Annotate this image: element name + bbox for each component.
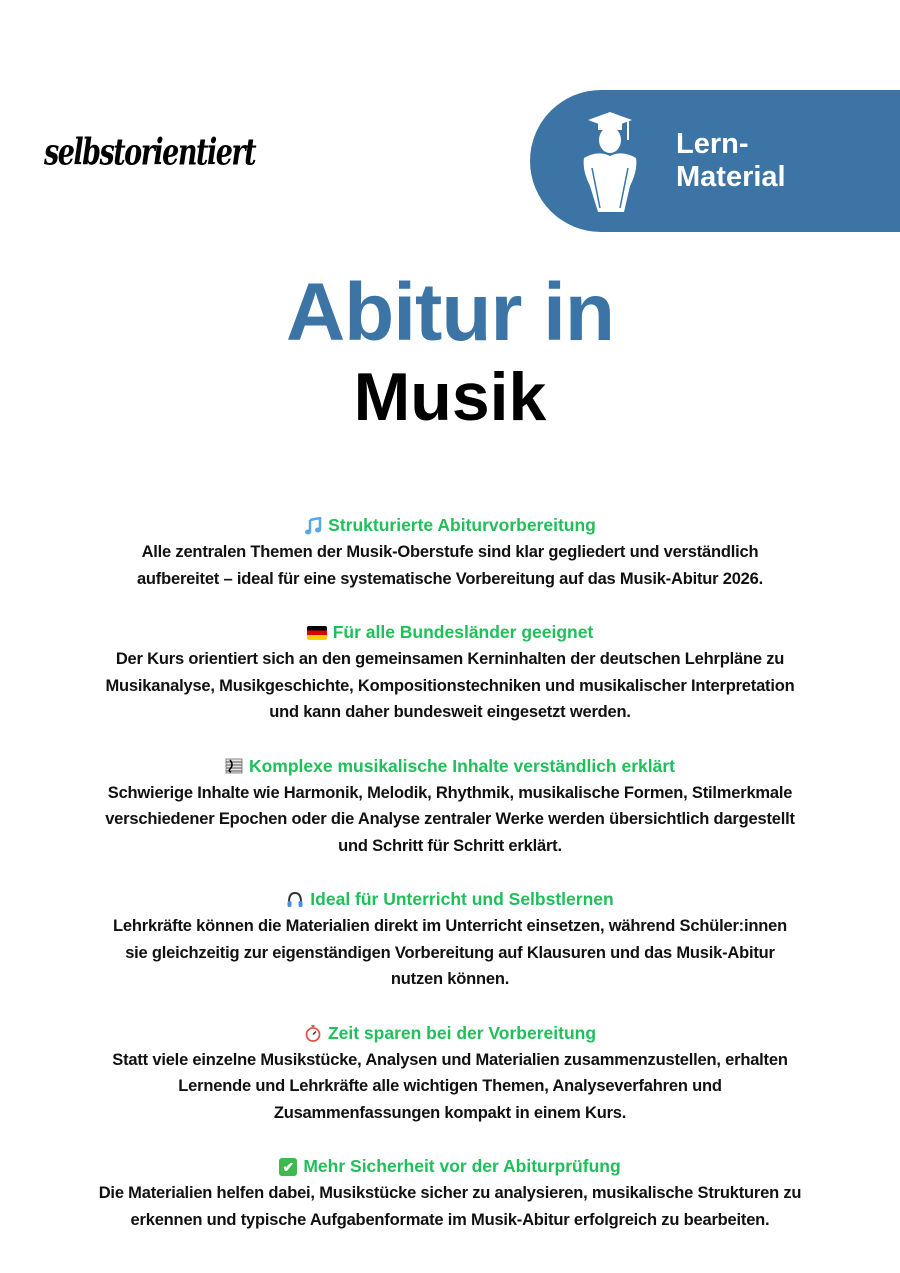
feature-list xyxy=(0,512,900,1260)
german-flag-icon xyxy=(307,626,327,640)
badge-line1: Lern- xyxy=(676,128,749,160)
section-text: nutzen können. xyxy=(390,970,510,988)
graduate-icon xyxy=(578,108,642,218)
feature-section xyxy=(0,1020,900,1127)
section-heading: Zeit sparen bei der Vorbereitung xyxy=(327,1022,597,1043)
feature-section xyxy=(0,619,900,726)
feature-section xyxy=(0,1153,900,1233)
feature-section xyxy=(0,512,900,592)
section-text: sie gleichzeitig zur eigenständigen Vorbereitung auf Klausuren und das Musik-Abitur xyxy=(125,943,775,962)
section-heading: Strukturierte Abiturvorbereitung xyxy=(328,515,596,535)
section-text: verschiedener Epochen oder die Analyse zentraler Werke werden übersichtlich dargestellt xyxy=(105,810,795,828)
section-text: Lernende und Lehrkräfte alle wichtigen Themen, Analyseverfahren und xyxy=(178,1077,722,1095)
section-heading: Komplexe musikalische Inhalte verständlich erklärt xyxy=(248,755,675,776)
page-title-line2: Musik xyxy=(353,359,547,435)
check-mark-icon: ✔ xyxy=(279,1158,297,1176)
feature-section xyxy=(0,886,900,993)
musical-score-icon xyxy=(225,757,243,775)
section-text: aufbereitet – ideal für eine systematische Vorbereitung auf das Musik-Abitur 2026. xyxy=(136,569,764,588)
section-text: Die Materialien helfen dabei, Musikstücke sicher zu analysieren, musikalische Strukturen zu xyxy=(98,1184,802,1202)
headphones-icon xyxy=(286,891,304,909)
page-title-line1: Abitur in xyxy=(285,267,615,358)
section-text: Zusammenfassungen kompakt in einem Kurs. xyxy=(273,1103,627,1122)
section-heading: Für alle Bundesländer geeignet xyxy=(332,622,594,642)
section-text: Statt viele einzelne Musikstücke, Analysen und Materialien zusammenzustellen, erhalten xyxy=(112,1050,788,1069)
stopwatch-icon xyxy=(304,1024,322,1042)
section-heading: Ideal für Unterricht und Selbstlernen xyxy=(310,889,614,909)
feature-section xyxy=(0,753,900,860)
section-text: Alle zentralen Themen der Musik-Oberstufe sind klar gegliedert und verständlich xyxy=(141,543,759,561)
badge-line2: Material xyxy=(676,161,786,193)
section-text: Schwierige Inhalte wie Harmonik, Melodik, Rhythmik, musikalische Formen, Stilmerkmale xyxy=(107,783,793,802)
section-text: und kann daher bundesweit eingesetzt werden. xyxy=(269,703,631,721)
lern-material-badge xyxy=(530,90,900,232)
music-note-icon xyxy=(304,517,322,535)
section-text: Lehrkräfte können die Materialien direkt im Unterricht einsetzen, während Schüler:innen xyxy=(113,917,787,935)
section-heading: Mehr Sicherheit vor der Abiturprüfung xyxy=(303,1156,621,1176)
section-text: Musikanalyse, Musikgeschichte, Kompositionstechniken und musikalischer Interpretation xyxy=(105,676,795,695)
logo: selbstorientiert xyxy=(44,132,256,174)
section-text: Der Kurs orientiert sich an den gemeinsamen Kerninhalten der deutschen Lehrpläne zu xyxy=(115,650,785,668)
section-text: erkennen und typische Aufgabenformate im Musik-Abitur erfolgreich zu bearbeiten. xyxy=(130,1210,770,1229)
section-text: und Schritt für Schritt erklärt. xyxy=(338,836,562,855)
